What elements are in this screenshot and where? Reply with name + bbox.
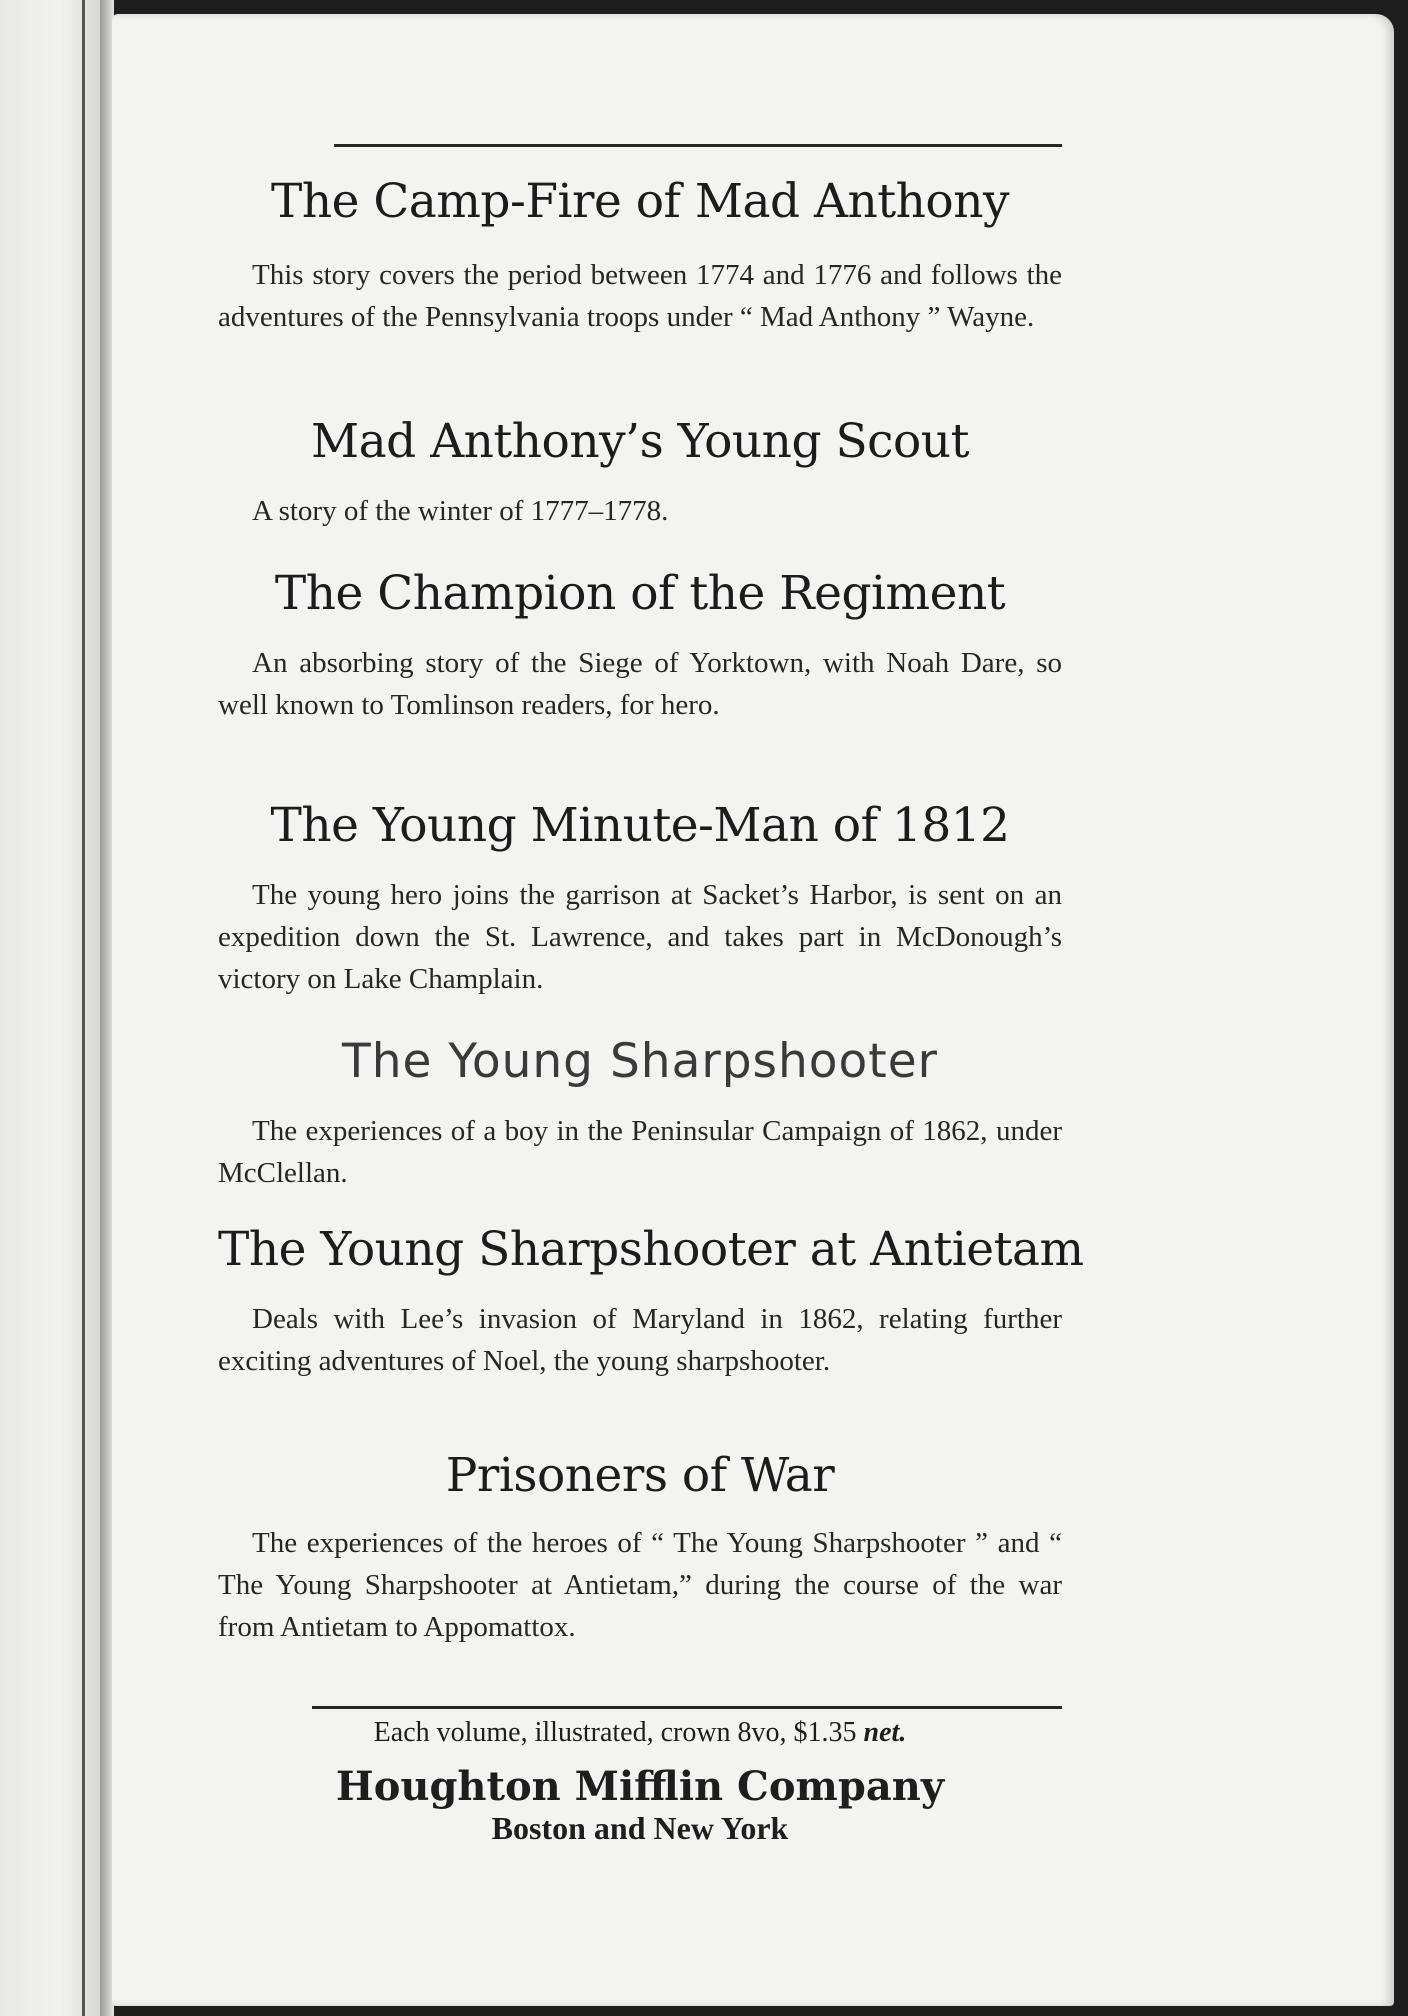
book-title-camp-fire: The Camp-Fire of Mad Anthony — [270, 174, 1010, 229]
top-rule — [334, 144, 1062, 147]
edition-net: net. — [863, 1717, 907, 1748]
book-description-young-sharpshooter: The experiences of a boy in the Peninsular Campaign of 1862, under McClellan. — [218, 1115, 1062, 1189]
facing-page-edge — [0, 0, 100, 2016]
book-title-antietam: The Young Sharpshooter at Antietam — [218, 1222, 1084, 1277]
book-description-champion: An absorbing story of the Siege of Yorktown, with Noah Dare, so well known to Tomlinson readers, for hero. — [218, 647, 1062, 721]
book-title-young-scout: Mad Anthony’s Young Scout — [311, 414, 969, 469]
book-description-prisoners-of-war: The experiences of the heroes of “ The Young Sharpshooter ” and “ The Young Sharpshooter at Antietam,” during the course of the war from Antietam to Appomattox. — [218, 1527, 1062, 1643]
bottom-rule — [312, 1706, 1062, 1709]
book-description-camp-fire: This story covers the period between 1774 and 1776 and follows the adventures of the Pennsylvania troops under “ Mad Anthony ” Wayne. — [218, 259, 1062, 333]
book-title-young-sharpshooter: The Young Sharpshooter — [342, 1034, 938, 1089]
edition-line — [218, 1712, 1062, 1754]
facing-page-shadow — [82, 0, 85, 2016]
publisher-location: Boston and New York — [491, 1810, 789, 1846]
book-description-minute-man: The young hero joins the garrison at Sacket’s Harbor, is sent on an expedition down the St. Lawrence, and takes part in McDonough’s victory on Lake Champlain. — [218, 879, 1062, 995]
book-title-prisoners-of-war: Prisoners of War — [445, 1448, 835, 1503]
book-title-champion: The Champion of the Regiment — [274, 566, 1006, 621]
publisher-name: Houghton Mifflin Company — [335, 1763, 945, 1810]
book-description-young-scout: A story of the winter of 1777–1778. — [252, 495, 669, 527]
edition-price: Each volume, illustrated, crown 8vo, $1.35 — [373, 1717, 857, 1748]
book-title-minute-man: The Young Minute-Man of 1812 — [270, 798, 1010, 853]
book-description-antietam: Deals with Lee’s invasion of Maryland in 1862, relating further exciting adventures of Noel, the young sharpshooter. — [218, 1303, 1062, 1377]
